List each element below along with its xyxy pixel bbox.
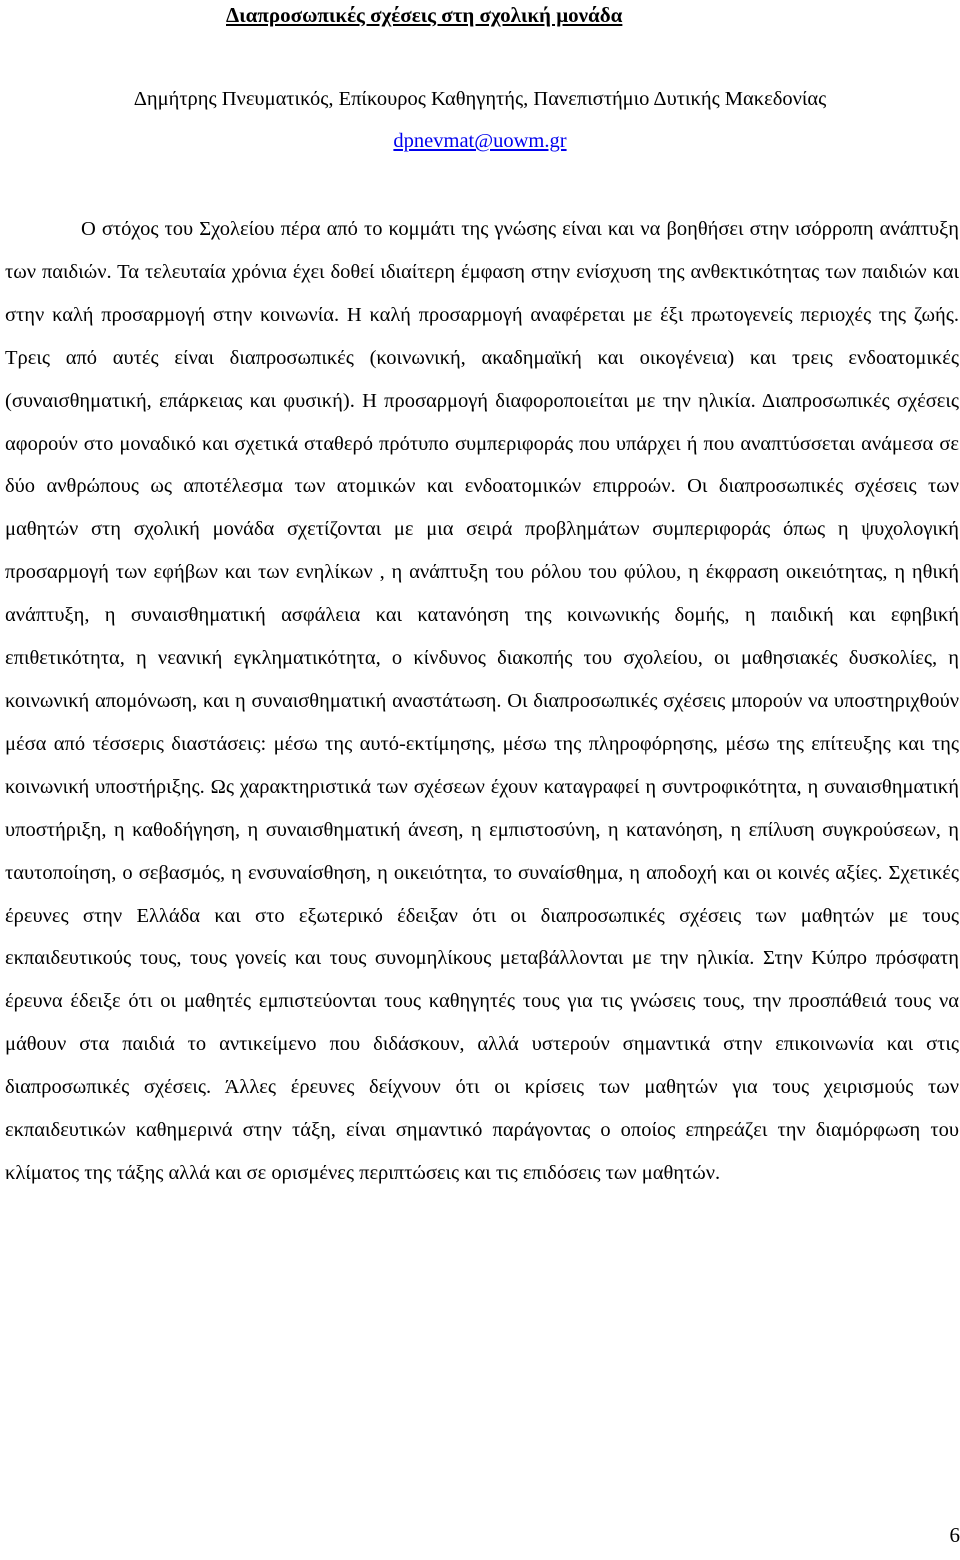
author-email: [0, 126, 960, 156]
document-title: Διαπροσωπικές σχέσεις στη σχολική μονάδα: [226, 3, 623, 27]
page-number: 6: [949, 1523, 960, 1547]
author-line: Δημήτρης Πνευματικός, Επίκουρος Καθηγητής, Πανεπιστήμιο Δυτικής Μακεδονίας: [133, 88, 827, 110]
body-paragraph: Ο στόχος του Σχολείου πέρα από το κομμάτι της γνώσης είναι και να βοηθήσει στην ισόρροπη ανάπτυξη των παιδιών. Τα τελευταία χρόνια έχει δοθεί ιδιαίτερη έμφαση στην ενίσχυση της ανθεκτικότητας των παιδιών και στην καλή προσαρμογή στην κοινωνία. Η καλή προσαρμογή αναφέρεται με έξι πρωτογενείς περιοχές της ζωής. Τρεις από αυτές είναι διαπροσωπικές (κοινωνική, ακαδημαϊκή και οικογένεια) και τρεις ενδοατομικές (συναισθηματική, επάρκειας και φυσική). Η προσαρμογή διαφοροποιείται με την ηλικία. Διαπροσωπικές σχέσεις αφορούν στο μοναδικό και σχετικά σταθερό πρότυπο συμπεριφοράς που υπάρχει ή που αναπτύσσεται ανάμεσα σε δύο ανθρώπους ως αποτέλεσμα των ατομικών και ενδοατομικών επιρροών. Οι διαπροσωπικές σχέσεις των μαθητών στη σχολική μονάδα σχετίζονται με μια σειρά προβλημάτων συμπεριφοράς όπως η ψυχολογική προσαρμογή των εφήβων και των ενηλίκων , η ανάπτυξη του ρόλου του φύλου, η έκφραση οικειότητας, η ηθική ανάπτυξη, η συναισθηματική ασφάλεια και κατανόηση της κοινωνικής δομής, η παιδική και εφηβική επιθετικότητα, η νεανική εγκληματικότητα, ο κίνδυνος διακοπής του σχολείου, οι μαθησιακές δυσκολίες, η κοινωνική απομόνωση, και η συναισθηματική αναστάτωση. Οι διαπροσωπικές σχέσεις μπορούν να υποστηριχθούν μέσα από τέσσερις διαστάσεις: μέσω της αυτό-εκτίμησης, μέσω της πληροφόρησης, μέσω της επίτευξης και της κοινωνική υποστήριξης. Ως χαρακτηριστικά των σχέσεων έχουν καταγραφεί η συντροφικότητα, η συναισθηματική υποστήριξη, η καθοδήγηση, η συναισθηματική άνεση, η εμπιστοσύνη, η κατανόηση, η επίλυση συγκρούσεων, η ταυτοποίηση, ο σεβασμός, η ενσυναίσθηση, η οικειότητα, το συναίσθημα, η αποδοχή και οι κοινές αξίες. Σχετικές έρευνες στην Ελλάδα και στο εξωτερικό έδειξαν ότι οι διαπροσωπικές σχέσεις των μαθητών με τους εκπαιδευτικούς τους, τους γονείς και τους συνομηλίκους μεταβάλλονται με την ηλικία. Στην Κύπρο πρόσφατη έρευνα έδειξε ότι οι μαθητές εμπιστεύονται τους καθηγητές τους για τις γνώσεις τους, την προσπάθειά τους να μάθουν στα παιδιά το αντικείμενο που διδάσκουν, αλλά υστερούν σημαντικά στην επικοινωνία και στις διαπροσωπικές σχέσεις. Άλλες έρευνες δείχνουν ότι οι κρίσεις των μαθητών για τους χειρισμούς των εκπαιδευτικών καθημερινά στην τάξη, είναι σημαντικό παράγοντας ο οποίος επηρεάζει την διαμόρφωση του κλίματος της τάξης αλλά και σε ορισμένες περιπτώσεις και τις επιδόσεις των μαθητών.: [5, 218, 959, 1184]
email-link[interactable]: dpnevmat@uowm.gr: [393, 130, 567, 152]
